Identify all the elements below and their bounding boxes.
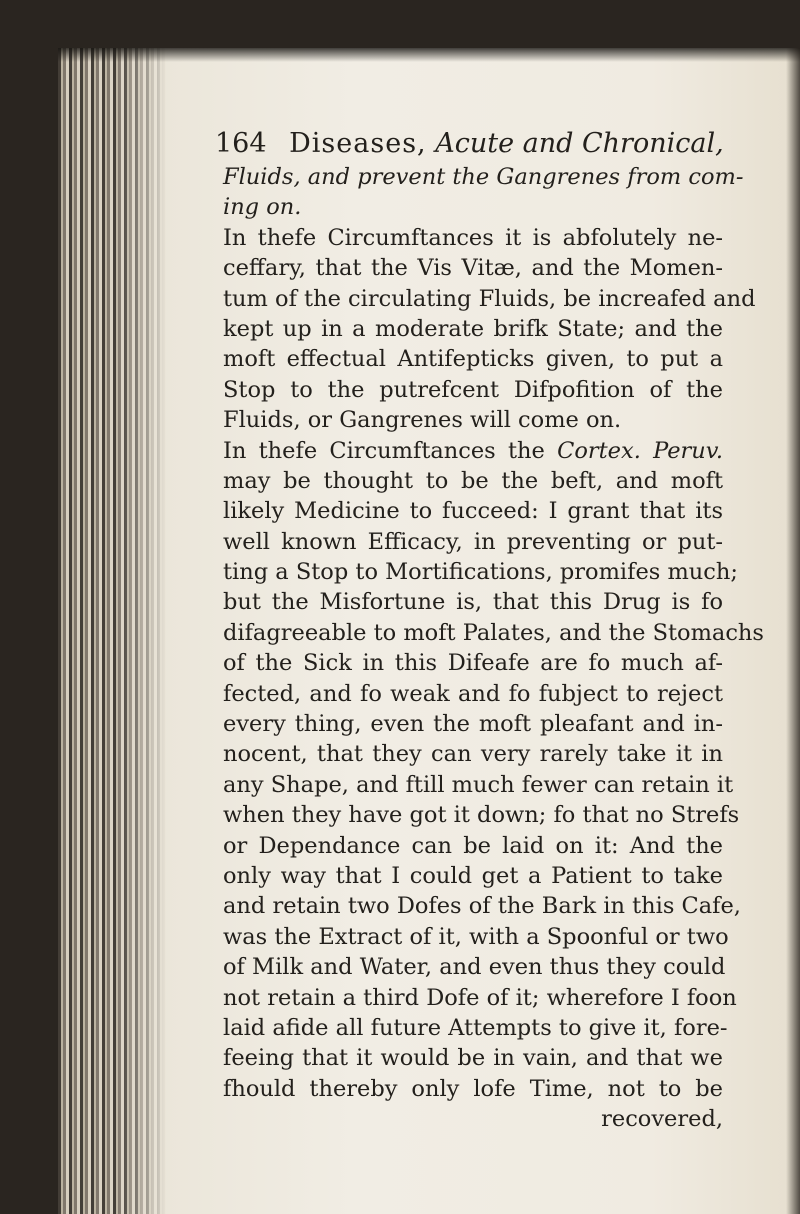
text-line: kept up in a moderate brifk State; and the — [223, 315, 723, 342]
text-line — [223, 436, 723, 466]
text-line: of Milk and Water, and even thus they could — [223, 954, 726, 981]
text-line: or Dependance can be laid on it: And the — [223, 832, 723, 859]
running-header — [215, 126, 723, 162]
text-line: ceffary, that the Vis Vitæ, and the Momen- — [223, 255, 723, 282]
header-title-smallcaps: Diseases, — [289, 128, 427, 159]
text-line: any Shape, and ftill much fewer can retain it — [223, 771, 734, 798]
text-line: ting a Stop to Mortifications, promifes much; — [223, 559, 738, 586]
text-line: but the Misfortune is, that this Drug is fo — [223, 589, 723, 616]
text-line: nocent, that they can very rarely take it in — [223, 741, 723, 768]
text-line: In thefe Circumftances it is abfolutely ne- — [223, 224, 723, 251]
text-line: of the Sick in this Difeafe are fo much af- — [223, 650, 723, 677]
text-line: and retain two Dofes of the Bark in this Cafe, — [223, 893, 741, 920]
text-line: ing on. — [223, 194, 302, 221]
text-line: Stop to the putrefcent Difpofition of the — [223, 376, 723, 403]
text-line: only way that I could get a Patient to take — [223, 862, 723, 889]
text-line: was the Extract of it, with a Spoonful or two — [223, 923, 729, 950]
page-number: 164 — [215, 128, 267, 159]
header-title-italic: Acute and Chronical, — [435, 128, 724, 159]
text-line: when they have got it down; fo that no Strefs — [223, 802, 740, 829]
text-line: may be thought to be the beft, and moft — [223, 467, 723, 494]
catchword: recovered, — [601, 1106, 723, 1133]
text-line-italic-part: Cortex. Peruv. — [557, 437, 723, 464]
binding-gutter — [58, 48, 168, 1214]
text-line: fhould thereby only lofe Time, not to be — [223, 1075, 723, 1102]
right-edge-shadow — [786, 48, 800, 1214]
text-line: feeing that it would be in vain, and that we — [223, 1045, 723, 1072]
text-line: Fluids, or Gangrenes will come on. — [223, 407, 622, 434]
text-line: every thing, even the moft pleafant and in- — [223, 711, 723, 738]
text-line: well known Efficacy, in preventing or put- — [223, 528, 723, 555]
text-line: laid afide all future Attempts to give it, fore- — [223, 1014, 728, 1041]
top-edge-shadow — [58, 48, 800, 62]
text-line: Fluids, and prevent the Gangrenes from com- — [223, 164, 744, 190]
text-line: moft effectual Antifepticks given, to put a — [223, 346, 723, 373]
text-line-part: In thefe Circumftances the — [223, 437, 558, 464]
text-line: tum of the circulating Fluids, be increafed and — [223, 285, 756, 312]
text-line: not retain a third Dofe of it; wherefore I foon — [223, 984, 737, 1011]
body-text — [223, 162, 764, 1104]
text-line: likely Medicine to fucceed: I grant that its — [223, 498, 723, 525]
text-line: difagreeable to moft Palates, and the Stomachs — [223, 619, 764, 646]
text-line: fected, and fo weak and fo fubject to reject — [223, 680, 723, 707]
page-text-block — [215, 126, 764, 1135]
